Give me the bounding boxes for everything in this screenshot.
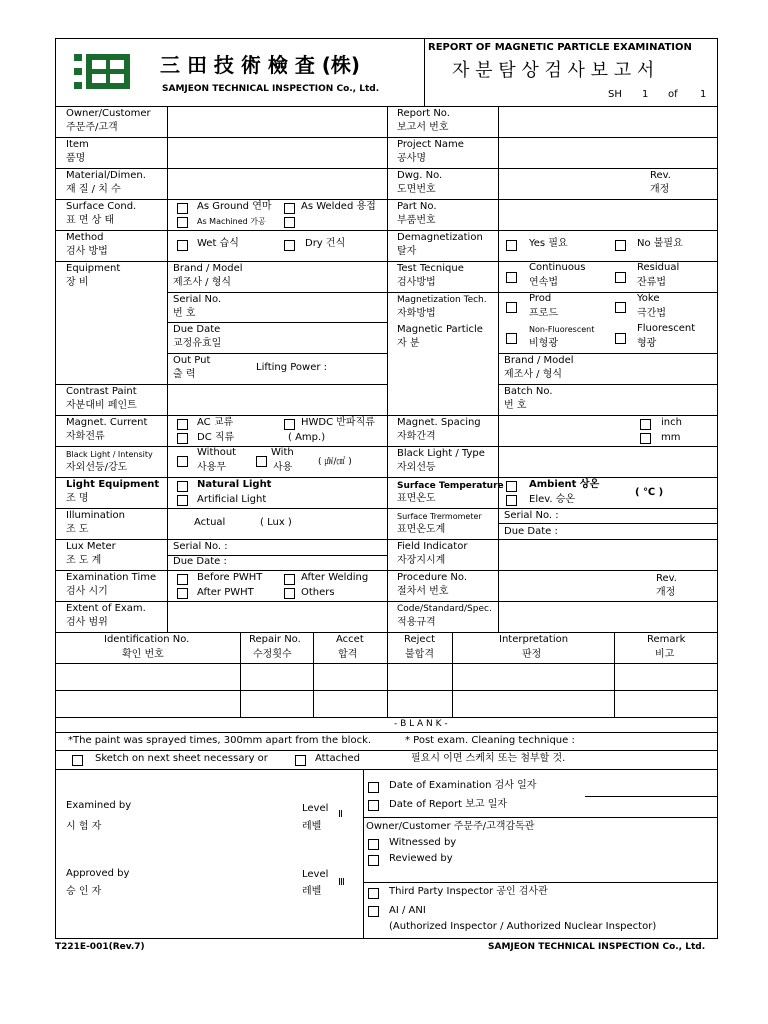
rule — [55, 750, 718, 751]
intensity-unit: ( ㎼/㎠ ) — [318, 457, 352, 467]
equipment-label-en: Equipment — [66, 263, 121, 274]
sheet-number: 1 — [642, 89, 649, 100]
nonfluor-checkbox[interactable] — [506, 333, 517, 344]
rule — [452, 632, 453, 718]
with-label-en: With — [271, 447, 294, 458]
test-tech-label-en: Test Tecnique — [397, 263, 464, 274]
ai-checkbox[interactable] — [368, 906, 379, 917]
ambient-checkbox[interactable] — [506, 481, 517, 492]
lifting-power-label: Lifting Power : — [256, 362, 328, 373]
luxmeter-serial-label: Serial No. : — [173, 541, 228, 552]
inch-checkbox[interactable] — [640, 419, 651, 430]
col-repair-kr: 수정횟수 — [253, 649, 292, 660]
current-label-kr: 자화전류 — [66, 431, 105, 442]
as-machined-label: As Machined 가공 — [197, 217, 266, 226]
procedure-label-kr: 절차서 번호 — [397, 586, 449, 597]
samjeon-logo-icon — [74, 52, 132, 92]
outer-bottom — [55, 938, 718, 939]
ai-full-label: (Authorized Inspector / Authorized Nuclear Inspector) — [389, 921, 657, 932]
field-ind-label-en: Field Indicator — [397, 541, 468, 552]
col-identification-en: Identification No. — [104, 634, 190, 645]
paint-note: *The paint was sprayed times, 300mm apart from the block. — [68, 735, 372, 746]
as-welded-checkbox[interactable] — [284, 203, 295, 214]
examined-by-en: Examined by — [66, 800, 132, 811]
col-interp-kr: 판정 — [522, 649, 542, 660]
rule — [313, 632, 314, 718]
procedure-label-en: Procedure No. — [397, 572, 468, 583]
as-ground-checkbox[interactable] — [177, 203, 188, 214]
fluor-label-en: Fluorescent — [637, 323, 696, 334]
mm-checkbox[interactable] — [640, 433, 651, 444]
dry-label: Dry 건식 — [305, 238, 346, 249]
rule — [363, 882, 718, 883]
project-label-en: Project Name — [397, 139, 464, 150]
col-interp-en: Interpretation — [499, 634, 569, 645]
proc-rev-label-en: Rev. — [656, 573, 677, 584]
col-identification-kr: 확인 번호 — [122, 649, 164, 660]
third-party-checkbox[interactable] — [368, 888, 379, 899]
after-welding-checkbox[interactable] — [284, 574, 295, 585]
dc-label: DC 직류 — [197, 432, 235, 443]
celsius-unit: ( ℃ ) — [635, 487, 664, 498]
test-tech-label-kr: 검사방법 — [397, 277, 436, 288]
spacing-label-en: Magnet. Spacing — [397, 417, 481, 428]
with-label-kr: 사용 — [273, 462, 293, 473]
serial-label-en: Serial No. — [173, 294, 222, 305]
demag-yes-label: Yes 필요 — [529, 238, 568, 249]
date-report-checkbox[interactable] — [368, 800, 379, 811]
exam-time-label-en: Examination Time — [66, 572, 157, 583]
after-pwht-checkbox[interactable] — [177, 588, 188, 599]
ai-label: AI / ANI — [389, 905, 426, 916]
level2-label-kr: 레벨 — [302, 821, 322, 832]
code-label-en: Code/Standard/Spec. — [397, 604, 492, 614]
luxmeter-label-en: Lux Meter — [66, 541, 116, 552]
extent-label-en: Extent of Exam. — [66, 603, 146, 614]
col-reject-kr: 불합격 — [405, 649, 434, 660]
output-label-kr: 출 력 — [173, 369, 196, 380]
ac-label: AC 교류 — [197, 417, 234, 428]
ambient-label: Ambient 상온 — [529, 479, 600, 490]
residual-checkbox[interactable] — [615, 272, 626, 283]
continuous-label-en: Continuous — [529, 262, 586, 273]
rule — [614, 632, 615, 718]
yoke-label-kr: 극간법 — [637, 308, 666, 319]
natural-light-checkbox[interactable] — [177, 481, 188, 492]
form-number: T221E-001(Rev.7) — [55, 942, 145, 952]
owner-inspector-label: Owner/Customer 주문주/고객감독관 — [366, 821, 535, 832]
col-accept-kr: 합격 — [338, 649, 358, 660]
rule — [387, 106, 388, 633]
material-label-en: Material/Dimen. — [66, 170, 146, 181]
batch-label-en: Batch No. — [504, 386, 553, 397]
yoke-checkbox[interactable] — [615, 302, 626, 313]
thermo-label-kr: 표면온도계 — [397, 524, 446, 535]
material-label-kr: 재 질 / 치 수 — [66, 184, 121, 195]
as-machined-checkbox[interactable] — [177, 217, 188, 228]
brand-label-en: Brand / Model — [173, 263, 243, 274]
part-label-en: Part No. — [397, 201, 437, 212]
thermo-label-en: Surface Trermometer — [397, 512, 482, 521]
part-label-kr: 부품번호 — [397, 215, 436, 226]
proc-rev-label-kr: 개정 — [656, 587, 676, 598]
item-label-en: Item — [66, 139, 89, 150]
continuous-checkbox[interactable] — [506, 272, 517, 283]
contrast-label-kr: 자분대비 페인트 — [66, 400, 137, 411]
prod-label-en: Prod — [529, 293, 552, 304]
before-pwht-label: Before PWHT — [197, 572, 263, 583]
lux-unit: ( Lux ) — [260, 517, 292, 528]
post-exam-note: * Post exam. Cleaning technique : — [405, 735, 575, 746]
mag-tech-label-en: Magnetization Tech. — [397, 295, 487, 305]
surf-temp-label-kr: 표면온도 — [397, 493, 436, 504]
after-pwht-label: After PWHT — [197, 587, 254, 598]
artificial-light-checkbox[interactable] — [177, 495, 188, 506]
level2-value: Ⅱ — [338, 809, 343, 820]
sheet-label: SH — [608, 89, 622, 100]
surface-label-en: Surface Cond. — [66, 201, 137, 212]
without-checkbox[interactable] — [177, 456, 188, 467]
col-reject-en: Reject — [404, 634, 436, 645]
company-logo — [74, 52, 132, 92]
date-report-label: Date of Report 보고 일자 — [389, 799, 508, 810]
reviewed-label: Reviewed by — [389, 853, 453, 864]
sketch-label: Sketch on next sheet necessary or — [95, 753, 268, 764]
elev-checkbox[interactable] — [506, 495, 517, 506]
current-label-en: Magnet. Current — [66, 417, 148, 428]
rule — [363, 769, 364, 939]
brand2-label-kr: 제조사 / 형식 — [504, 369, 563, 380]
header-divider — [424, 38, 425, 107]
due-label-kr: 교정유효일 — [173, 338, 222, 349]
rule — [167, 106, 168, 633]
yoke-label-en: Yoke — [637, 293, 660, 304]
luxmeter-label-kr: 조 도 계 — [66, 555, 102, 566]
batch-label-kr: 번 호 — [504, 400, 527, 411]
output-label-en: Out Put — [173, 355, 211, 366]
method-label-kr: 검사 방법 — [66, 246, 108, 257]
natural-light-label: Natural Light — [197, 479, 272, 490]
serial-label-kr: 번 호 — [173, 308, 196, 319]
rule — [363, 817, 718, 818]
spacing-label-kr: 자화간격 — [397, 431, 436, 442]
before-pwht-checkbox[interactable] — [177, 574, 188, 585]
dc-checkbox[interactable] — [177, 433, 188, 444]
dry-checkbox[interactable] — [284, 240, 295, 251]
sketch-checkbox[interactable] — [72, 755, 83, 766]
dwg-label-en: Dwg. No. — [397, 170, 443, 181]
rule — [498, 384, 718, 385]
rule — [387, 632, 388, 718]
rule — [585, 796, 718, 797]
surf-temp-label-en: Surface Temperature — [397, 481, 504, 491]
demag-label-en: Demagnetization — [397, 232, 483, 243]
light-eq-label-kr: 조 명 — [66, 493, 89, 504]
level3-label-en: Level — [302, 869, 329, 880]
report-no-label-kr: 보고서 번호 — [397, 122, 449, 133]
sheet-total: 1 — [700, 89, 707, 100]
attach-kr-note: 필요시 이면 스케치 또는 첨부할 것. — [411, 753, 566, 764]
item-label-kr: 품명 — [66, 153, 86, 164]
equipment-label-kr: 장 비 — [66, 277, 89, 288]
exam-time-label-kr: 검사 시기 — [66, 586, 108, 597]
elev-label: Elev. 승온 — [529, 494, 576, 505]
luxmeter-due-label: Due Date : — [173, 556, 227, 567]
col-remark-kr: 비고 — [655, 649, 675, 660]
attached-checkbox[interactable] — [295, 755, 306, 766]
sheet-of: of — [668, 89, 678, 100]
black2-label-kr: 자외선등 — [397, 462, 436, 473]
after-welding-label: After Welding — [301, 572, 369, 583]
hwdc-label: HWDC 반파직류 — [301, 417, 375, 428]
illum-label-en: Illumination — [66, 510, 125, 521]
demag-no-checkbox[interactable] — [615, 240, 626, 251]
prod-checkbox[interactable] — [506, 302, 517, 313]
outer-top — [55, 38, 718, 39]
continuous-label-kr: 연속법 — [529, 277, 558, 288]
nonfluor-label-kr: 비형광 — [529, 338, 558, 349]
fluor-checkbox[interactable] — [615, 333, 626, 344]
mag-particle-label-en: Magnetic Particle — [397, 324, 483, 335]
level2-label-en: Level — [302, 803, 329, 814]
as-welded-label: As Welded 용접 — [301, 201, 376, 212]
report-no-label-en: Report No. — [397, 108, 450, 119]
brand-label-kr: 제조사 / 형식 — [173, 277, 232, 288]
actual-label: Actual — [194, 517, 226, 528]
dwg-label-kr: 도면번호 — [397, 184, 436, 195]
without-label-kr: 사용무 — [197, 462, 226, 473]
col-repair-en: Repair No. — [249, 634, 301, 645]
approved-by-kr: 승 인 자 — [66, 886, 102, 897]
wet-label: Wet 습식 — [197, 238, 239, 249]
rule — [498, 353, 718, 354]
prod-label-kr: 프로드 — [529, 308, 558, 319]
contrast-label-en: Contrast Paint — [66, 386, 137, 397]
extent-label-kr: 검사 범위 — [66, 617, 108, 628]
with-checkbox[interactable] — [256, 456, 267, 467]
third-party-label: Third Party Inspector 공인 검사관 — [389, 886, 548, 897]
company-english-name: SAMJEON TECHNICAL INSPECTION Co., Ltd. — [162, 84, 380, 94]
due-label-en: Due Date — [173, 324, 221, 335]
nonfluor-label-en: Non-Fluorescent — [529, 325, 595, 334]
rule — [55, 769, 718, 770]
rule — [55, 732, 718, 733]
black2-label-en: Black Light / Type — [397, 448, 485, 459]
col-remark-en: Remark — [647, 634, 686, 645]
without-label-en: Without — [197, 447, 237, 458]
mm-label: mm — [661, 432, 681, 443]
rev-label-en: Rev. — [650, 170, 671, 181]
project-label-kr: 공사명 — [397, 153, 426, 164]
level3-value: Ⅲ — [338, 877, 345, 888]
date-exam-label: Date of Examination 검사 일자 — [389, 780, 537, 791]
rule — [167, 353, 387, 354]
witnessed-label: Witnessed by — [389, 837, 457, 848]
others-label: Others — [301, 587, 335, 598]
report-title-en: REPORT OF MAGNETIC PARTICLE EXAMINATION — [428, 42, 692, 53]
thermo-serial-label: Serial No. : — [504, 510, 559, 521]
others-checkbox[interactable] — [284, 588, 295, 599]
rev-label-kr: 개정 — [650, 184, 670, 195]
witnessed-checkbox[interactable] — [368, 839, 379, 850]
outer-right — [717, 38, 718, 939]
wet-checkbox[interactable] — [177, 240, 188, 251]
rule — [55, 384, 388, 385]
approved-by-en: Approved by — [66, 868, 130, 879]
col-accept-en: Accet — [336, 634, 364, 645]
as-machined-extra-checkbox[interactable] — [284, 217, 295, 228]
examined-by-kr: 시 험 자 — [66, 821, 102, 832]
blacklight-label-en: Black Light / Intensity — [66, 450, 153, 459]
surface-label-kr: 표 면 상 태 — [66, 215, 115, 226]
illum-label-kr: 조 도 — [66, 524, 89, 535]
date-exam-checkbox[interactable] — [368, 782, 379, 793]
attached-label: Attached — [315, 753, 360, 764]
brand2-label-en: Brand / Model — [504, 355, 574, 366]
footer-company: SAMJEON TECHNICAL INSPECTION Co., Ltd. — [488, 942, 706, 952]
mag-tech-label-kr: 자화방법 — [397, 308, 436, 319]
fluor-label-kr: 형광 — [637, 338, 657, 349]
reviewed-checkbox[interactable] — [368, 855, 379, 866]
level3-label-kr: 레벨 — [302, 886, 322, 897]
demag-yes-checkbox[interactable] — [506, 240, 517, 251]
rule — [498, 106, 499, 633]
rule — [240, 632, 241, 718]
as-ground-label: As Ground 연마 — [197, 201, 272, 212]
rule — [167, 292, 718, 293]
method-label-en: Method — [66, 232, 104, 243]
light-eq-label-en: Light Equipment — [66, 479, 160, 490]
inch-label: inch — [661, 417, 682, 428]
company-kanji-name: 三 田 技 術 檢 査 (株) — [160, 53, 361, 77]
owner-label-kr: 주문주/고객 — [66, 122, 118, 133]
hwdc-checkbox[interactable] — [284, 419, 295, 430]
artificial-light-label: Artificial Light — [197, 494, 267, 505]
report-title-kr: 자 분 탐 상 검 사 보 고 서 — [452, 60, 655, 81]
code-label-kr: 적용규격 — [397, 617, 436, 628]
field-ind-label-kr: 자장지시계 — [397, 555, 446, 566]
demag-label-kr: 탈자 — [397, 246, 417, 257]
outer-left — [55, 38, 56, 939]
residual-label-en: Residual — [637, 262, 680, 273]
thermo-due-label: Due Date : — [504, 526, 558, 537]
residual-label-kr: 잔류법 — [637, 277, 666, 288]
rule — [167, 322, 387, 323]
demag-no-label: No 불필요 — [637, 238, 683, 249]
blank-marker: - B L A N K - — [394, 719, 448, 729]
mag-particle-label-kr: 자 분 — [397, 338, 420, 349]
owner-label-en: Owner/Customer — [66, 108, 151, 119]
amp-label: ( Amp.) — [288, 432, 326, 443]
ac-checkbox[interactable] — [177, 419, 188, 430]
blacklight-label-kr: 자외선등/강도 — [66, 462, 128, 473]
rule — [498, 523, 718, 524]
